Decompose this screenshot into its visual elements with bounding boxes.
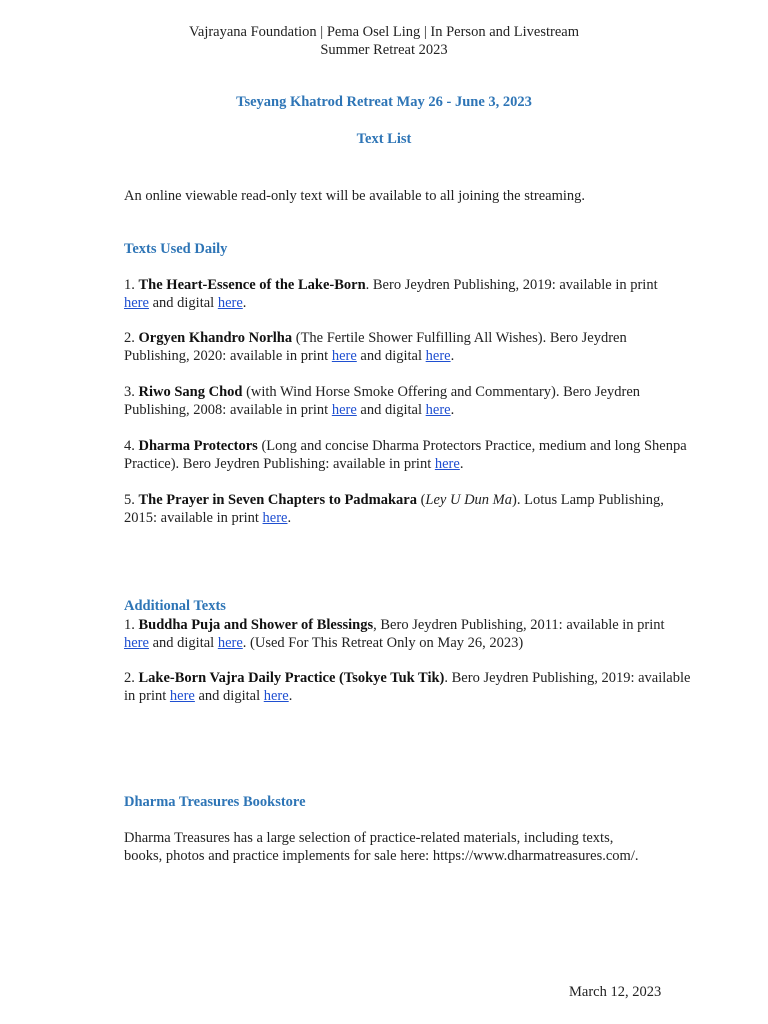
daily-item-3-title: Riwo Sang Chod bbox=[138, 384, 243, 400]
bookstore-heading: Dharma Treasures Bookstore bbox=[124, 794, 306, 810]
retreat-title: Tseyang Khatrod Retreat May 26 - June 3, 2023 bbox=[236, 94, 532, 110]
daily-item-1: 1. The Heart-Essence of the Lake-Born. Bero Jeydren Publishing, 2019: available in print here and digital here. bbox=[124, 277, 658, 311]
daily-item-1-print-link[interactable]: here bbox=[124, 295, 149, 311]
daily-item-5-italic-title: Ley U Dun Ma bbox=[425, 492, 513, 508]
daily-texts-heading: Texts Used Daily bbox=[124, 241, 228, 257]
daily-item-1-digital-link[interactable]: here bbox=[217, 295, 243, 311]
daily-item-5-print-link[interactable]: here bbox=[262, 510, 288, 526]
daily-item-5: 5. The Prayer in Seven Chapters to Padmakara (Ley U Dun Ma). Lotus Lamp Publishing, 2015: available in print here. bbox=[124, 492, 664, 526]
daily-item-2-print-link[interactable]: here bbox=[331, 348, 357, 364]
daily-item-5-title: The Prayer in Seven Chapters to Padmakara bbox=[138, 492, 417, 508]
daily-item-4: 4. Dharma Protectors (Long and concise Dharma Protectors Practice, medium and long Shenpa Practice). Bero Jeydren Publishing: available in print here. bbox=[124, 438, 687, 472]
daily-item-1-title: The Heart-Essence of the Lake-Born bbox=[138, 277, 366, 293]
additional-texts-heading: Additional Texts bbox=[124, 598, 226, 614]
daily-item-3: 3. Riwo Sang Chod (with Wind Horse Smoke Offering and Commentary). Bero Jeydren Publishing, 2008: available in print here and digital here. bbox=[124, 384, 640, 418]
header-line-1: Vajrayana Foundation | Pema Osel Ling | In Person and Livestream bbox=[189, 24, 579, 40]
additional-item-1: 1. Buddha Puja and Shower of Blessings, Bero Jeydren Publishing, 2011: available in print here and digital here. (Used For This Retreat Only on May 26, 2023) bbox=[124, 617, 665, 651]
additional-item-1-title: Buddha Puja and Shower of Blessings bbox=[138, 617, 374, 633]
additional-item-2-print-link[interactable]: here bbox=[169, 688, 195, 704]
additional-item-2-title: Lake-Born Vajra Daily Practice (Tsokye Tuk Tik) bbox=[138, 670, 445, 686]
additional-item-2-digital-link[interactable]: here bbox=[263, 688, 289, 704]
bookstore-line-1: Dharma Treasures has a large selection of practice-related materials, including texts, bbox=[124, 830, 614, 846]
bookstore-line-2: books, photos and practice implements for sale here: https://www.dharmatreasures.com/. bbox=[124, 848, 639, 864]
header-line-2: Summer Retreat 2023 bbox=[320, 42, 448, 58]
document-date: March 12, 2023 bbox=[569, 984, 662, 1000]
daily-item-4-title: Dharma Protectors bbox=[138, 438, 258, 454]
bookstore-paragraph bbox=[124, 829, 724, 865]
daily-item-4-print-link[interactable]: here bbox=[434, 456, 460, 472]
text-list-title: Text List bbox=[356, 131, 412, 147]
daily-item-3-digital-link[interactable]: here bbox=[425, 402, 451, 418]
daily-item-2-digital-link[interactable]: here bbox=[425, 348, 451, 364]
daily-item-3-print-link[interactable]: here bbox=[331, 402, 357, 418]
daily-item-2-title: Orgyen Khandro Norlha bbox=[138, 330, 293, 346]
document-header bbox=[0, 23, 768, 59]
additional-item-2: 2. Lake-Born Vajra Daily Practice (Tsokye Tuk Tik). Bero Jeydren Publishing, 2019: available in print here and digital here. bbox=[124, 670, 691, 704]
daily-item-2: 2. Orgyen Khandro Norlha (The Fertile Shower Fulfilling All Wishes). Bero Jeydren Publishing, 2020: available in print here and digital here. bbox=[124, 330, 627, 364]
additional-item-1-digital-link[interactable]: here bbox=[217, 635, 243, 651]
intro-paragraph: An online viewable read-only text will be available to all joining the streaming. bbox=[124, 188, 586, 204]
additional-item-1-print-link[interactable]: here bbox=[124, 635, 149, 651]
